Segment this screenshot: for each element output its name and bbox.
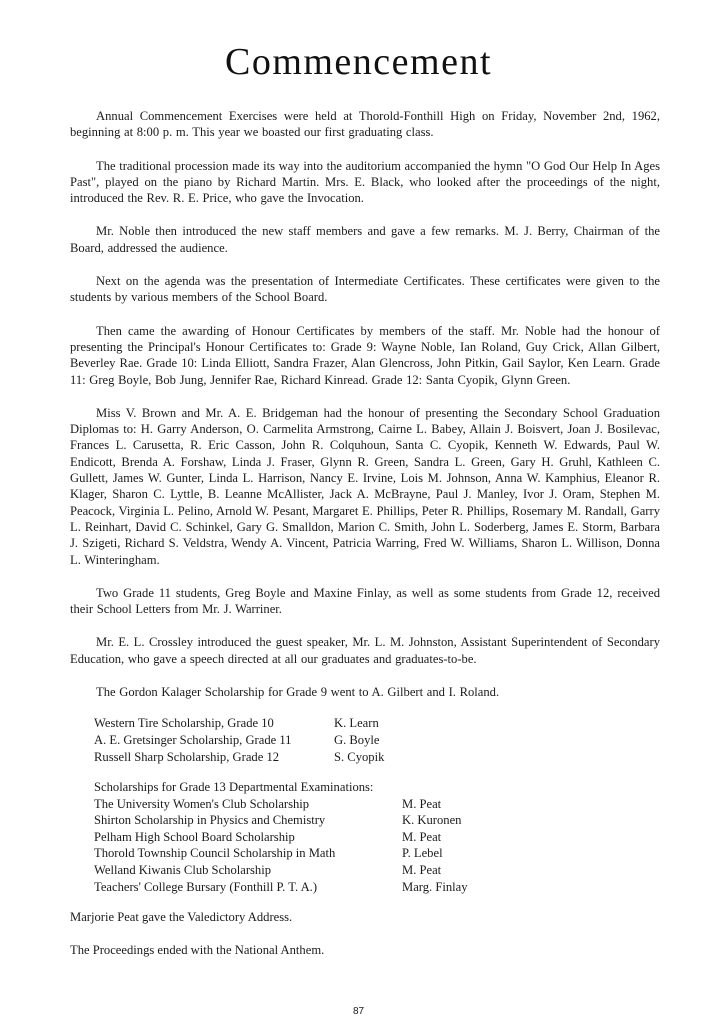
scholarship-recipient: Marg. Finlay xyxy=(402,879,468,894)
table-row xyxy=(94,879,468,896)
table-row xyxy=(94,812,468,829)
scholarship-recipient: K. Learn xyxy=(334,716,379,731)
scholarship-name: Welland Kiwanis Club Scholarship xyxy=(94,863,272,878)
scholarship-recipient: P. Lebel xyxy=(402,846,443,861)
paragraph-diplomas: Miss V. Brown and Mr. A. E. Bridgeman had the honour of presenting the Secondary School Graduation Diplomas to: H. Garry Anderson, O. Carmelita Armstrong, Cairne L. Babey, Allain J. Boisvert, Joan J. Bosilevac, Frances L. Carusetta, R. Eric Casson, John R. Colquhoun, Santa C. Cyopik, Kenneth W. Edwards, Paul W. Endicott, Brenda A. Forshaw, Linda J. Fraser, Glynn R. Green, Sandra L. Green, Gary H. Gruhl, Kathleen C. Gullett, James W. Gunter, Linda L. Harrison, Nancy E. Irvine, Lois M. Johnson, Anna W. Kamphius, Eleanor R. Klager, Sharon C. Lyttle, B. Leanne McAllister, Jack A. McBrayne, Paul J. Manley, Ivor J. Oram, Stephen M. Peacock, Virginia L. Pelino, Arnold W. Pesant, Margaret E. Phillips, Peter R. Phillips, Rosemary M. Randall, Garry L. Reinhart, David C. Schinkel, Gary G. Smalldon, Marion C. Smith, John L. Soderberg, James E. Storm, Barbara J. Szigeti, Richard S. Veldstra, Wendy A. Vincent, Patricia Warring, Fred W. Williams, Sharon L. Willison, Donna L. Winteringham. xyxy=(70,405,660,567)
scholarship-recipient: K. Kuronen xyxy=(402,813,462,828)
paragraph-school-letters: Two Grade 11 students, Greg Boyle and Maxine Finlay, as well as some students from Grade 12, received their School Letters from Mr. J. Warriner. xyxy=(70,585,660,617)
scholarship-name: The University Women's Club Scholarship xyxy=(94,796,310,811)
table-row xyxy=(94,732,384,749)
scholarship-name: A. E. Gretsinger Scholarship, Grade 11 xyxy=(94,732,292,747)
table-row xyxy=(94,862,468,879)
table-row xyxy=(94,715,384,732)
scholarship-name: Western Tire Scholarship, Grade 10 xyxy=(94,716,274,731)
scholarship-recipient: M. Peat xyxy=(402,796,442,811)
scholarship-name: Pelham High School Board Scholarship xyxy=(94,829,295,844)
grade13-header: Scholarships for Grade 13 Departmental Examinations: xyxy=(94,780,374,795)
paragraph-intermediate-certificates: Next on the agenda was the presentation of Intermediate Certificates. These certificates were given to the students by various members of the School Board. xyxy=(70,274,660,305)
table-row xyxy=(94,796,468,813)
scholarship-name: Shirton Scholarship in Physics and Chemistry xyxy=(94,813,326,828)
valedictory-line: Marjorie Peat gave the Valedictory Address. xyxy=(70,910,293,925)
scholarship-name: Russell Sharp Scholarship, Grade 12 xyxy=(94,749,280,764)
scholarship-name: Teachers' College Bursary (Fonthill P. T. A.) xyxy=(94,879,318,894)
table-row xyxy=(94,845,468,862)
paragraph-procession: The traditional procession made its way into the auditorium accompanied the hymn "O God Our Help In Ages Past", played on the piano by Richard Martin. Mrs. E. Black, who looked after the proceedings of the night, introduced the Rev. R. E. Price, who gave the Invocation. xyxy=(70,158,660,206)
scholarship-table-grades-10-12 xyxy=(94,715,384,765)
article-body xyxy=(70,108,660,974)
paragraph-opening: Annual Commencement Exercises were held at Thorold-Fonthill High on Friday, November 2nd, 1962, beginning at 8:00 p. m. This year we boasted our first graduating class. xyxy=(70,109,660,140)
table-row xyxy=(94,829,468,846)
paragraph-honour-certificates: Then came the awarding of Honour Certificates by members of the staff. Mr. Noble had the honour of presenting the Principal's Honour Certificates to: Grade 9: Wayne Noble, Ian Roland, Guy Crick, Allan Gilbert, Beverley Rae. Grade 10: Linda Elliott, Sandra Frazer, Alan Glencross, John Pitkin, Gail Saylor, Ken Learn. Grade 11: Greg Boyle, Bob Jung, Jennifer Rae, Richard Kinread. Grade 12: Santa Cyopik, Glynn Green. xyxy=(70,323,660,387)
page-title: Commencement xyxy=(224,41,493,83)
paragraph-guest-speaker: Mr. E. L. Crossley introduced the guest speaker, Mr. L. M. Johnston, Assistant Superintendent of Secondary Education, who gave a speech directed at all our graduates and graduates-to-be. xyxy=(70,635,660,666)
scholarship-recipient: M. Peat xyxy=(402,829,442,844)
closing-line: The Proceedings ended with the National Anthem. xyxy=(70,942,325,957)
table-row xyxy=(94,749,384,766)
scholarship-table-grade-13 xyxy=(94,796,468,896)
page-number: 87 xyxy=(352,1006,365,1017)
paragraph-staff: Mr. Noble then introduced the new staff members and gave a few remarks. M. J. Berry, Chairman of the Board, addressed the audience. xyxy=(70,224,660,255)
scholarship-name: Thorold Township Council Scholarship in Math xyxy=(94,846,336,861)
scholarship-recipient: G. Boyle xyxy=(334,732,380,747)
scholarship-recipient: S. Cyopik xyxy=(334,749,385,764)
scholarship-recipient: M. Peat xyxy=(402,863,442,878)
paragraph-kalager-scholarship: The Gordon Kalager Scholarship for Grade 9 went to A. Gilbert and I. Roland. xyxy=(96,685,500,700)
